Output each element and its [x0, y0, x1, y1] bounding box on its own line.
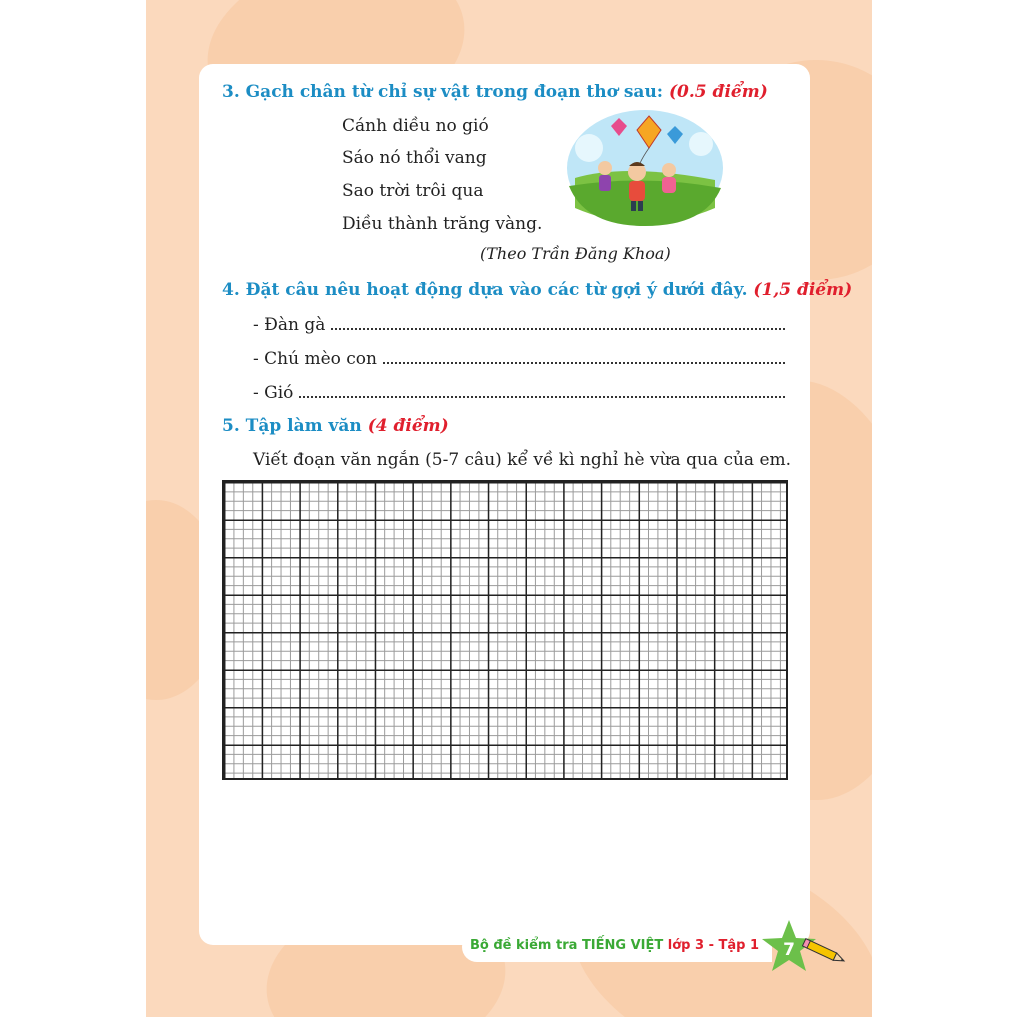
- footer-grade: lớp 3 - Tập 1: [667, 938, 760, 953]
- question-5-points: (4 điểm): [367, 416, 449, 436]
- question-4-points: (1,5 điểm): [753, 280, 853, 300]
- dotted-answer-line: [383, 348, 785, 364]
- footer-subject: TIẾNG VIỆT: [581, 938, 664, 953]
- question-3-text: 3. Gạch chân từ chỉ sự vật trong đoạn thơ sau:: [222, 82, 664, 102]
- answer-line[interactable]: [253, 314, 785, 335]
- answer-line-label: - Gió: [253, 383, 294, 403]
- answer-line[interactable]: [253, 348, 785, 369]
- answer-line-label: - Đàn gà: [253, 315, 326, 335]
- footer-title: [470, 938, 759, 953]
- poem-line: Diều thành trăng vàng.: [342, 214, 543, 234]
- poem-credit: (Theo Trần Đăng Khoa): [480, 244, 671, 263]
- question-3-points: (0.5 điểm): [669, 82, 768, 102]
- poem-line: Sáo nó thổi vang: [342, 148, 487, 168]
- poem-line: Sao trời trôi qua: [342, 181, 484, 201]
- answer-line[interactable]: [253, 382, 785, 403]
- dotted-answer-line: [331, 314, 785, 330]
- page-number: 7: [783, 940, 795, 960]
- answer-line-label: - Chú mèo con: [253, 349, 377, 369]
- kids-flying-kite-illustration: [565, 108, 725, 228]
- question-3-heading: [222, 82, 768, 102]
- question-4-text: 4. Đặt câu nêu hoạt động dựa vào các từ gợi ý dưới đây.: [222, 280, 748, 300]
- question-5-text: 5. Tập làm văn: [222, 416, 362, 436]
- writing-prompt: Viết đoạn văn ngắn (5-7 câu) kể về kì nghỉ hè vừa qua của em.: [253, 450, 792, 470]
- writing-grid[interactable]: [222, 480, 788, 780]
- question-4-heading: [222, 280, 852, 300]
- footer-series: Bộ đề kiểm tra: [470, 938, 578, 953]
- question-5-heading: [222, 416, 449, 436]
- pencil-icon: [800, 938, 850, 966]
- dotted-answer-line: [299, 382, 785, 398]
- poem-line: Cánh diều no gió: [342, 116, 489, 136]
